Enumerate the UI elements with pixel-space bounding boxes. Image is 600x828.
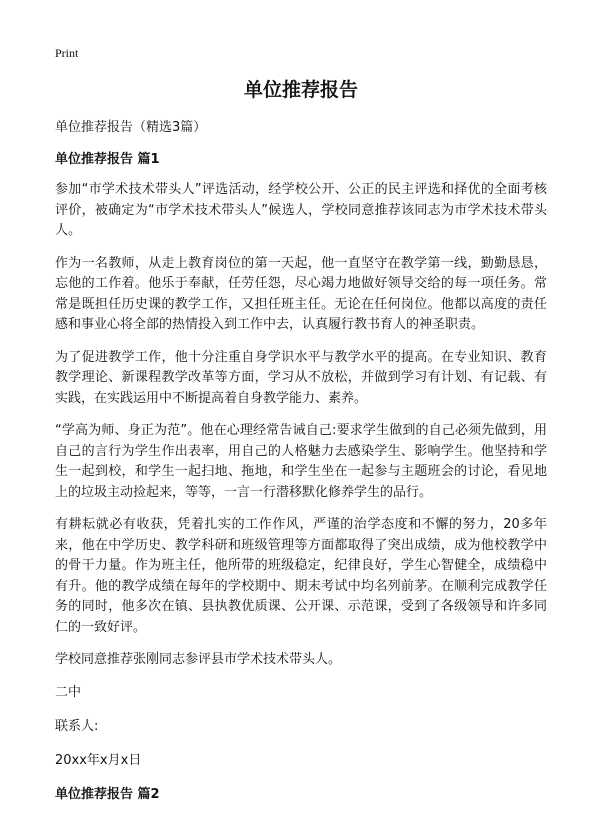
paragraph: 作为一名教师，从走上教育岗位的第一天起，他一直坚守在教学第一线，勤勤恳恳，忘他的工作着。他乐于奉献，任劳任怨，尽心竭力地做好领导交给的每一项任务。常常是既担任历史课的教学工作，又担任班主任。无论在任何岗位。他都以高度的责任感和事业心将全部的热情投入到工作中去，认真履行教书育人的神圣职责。 [55, 255, 547, 332]
document-body [55, 76, 547, 815]
paragraph: 学校同意推荐张刚同志参评县市学术技术带头人。 [55, 652, 342, 667]
document-subtitle: 单位推荐报告（精选3篇） [55, 120, 207, 135]
document-date: 20xx年x月x日 [55, 752, 142, 768]
paragraph: 为了促进教学工作，他十分注重自身学识水平与教学水平的提高。在专业知识、教育教学理论、新课程教学改革等方面，学习从不放松，并做到学习有计划、有记载、有实践，在实践运用中不断提高着自身教学能力、素养。 [55, 349, 547, 406]
print-label: Print [55, 46, 79, 60]
contact-label: 联系人: [55, 718, 99, 734]
document-title: 单位推荐报告 [243, 79, 358, 101]
paragraph: “学高为师、身正为范”。他在心理经常告诫自己:要求学生做到的自己必须先做到，用自己的言行为学生作出表率，用自己的人格魅力去感染学生、影响学生。他坚持和学生一起到校，和学生一起扫地、拖地，和学生坐在一起参与主题班会的讨论，看见地上的垃圾主动捡起来，等等，一言一行潜移默化修养学生的品行。 [55, 423, 547, 500]
section-heading-1: 单位推荐报告 篇1 [55, 152, 160, 167]
section-heading-2: 单位推荐报告 篇2 [55, 786, 160, 802]
paragraph: 有耕耘就必有收获，凭着扎实的工作作风，严谨的治学态度和不懈的努力，20多年来，他在中学历史、教学科研和班级管理等方面都取得了突出成绩，成为他校教学中的骨干力量。作为班主任，他所带的班级稳定，纪律良好，学生心智健全，成绩稳中有升。他的教学成绩在每年的学校期中、期末考试中均名列前茅。在顺利完成教学任务的同时，他多次在镇、县执教优质课、公开课、示范课，受到了各级领导和许多同仁的一致好评。 [55, 517, 547, 635]
organization-name: 二中 [55, 684, 82, 700]
paragraph: 参加“市学术技术带头人”评选活动，经学校公开、公正的民主评选和择优的全面考核评价，被确定为“市学术技术带头人”候选人，学校同意推荐该同志为市学术技术带头人。 [55, 182, 547, 238]
